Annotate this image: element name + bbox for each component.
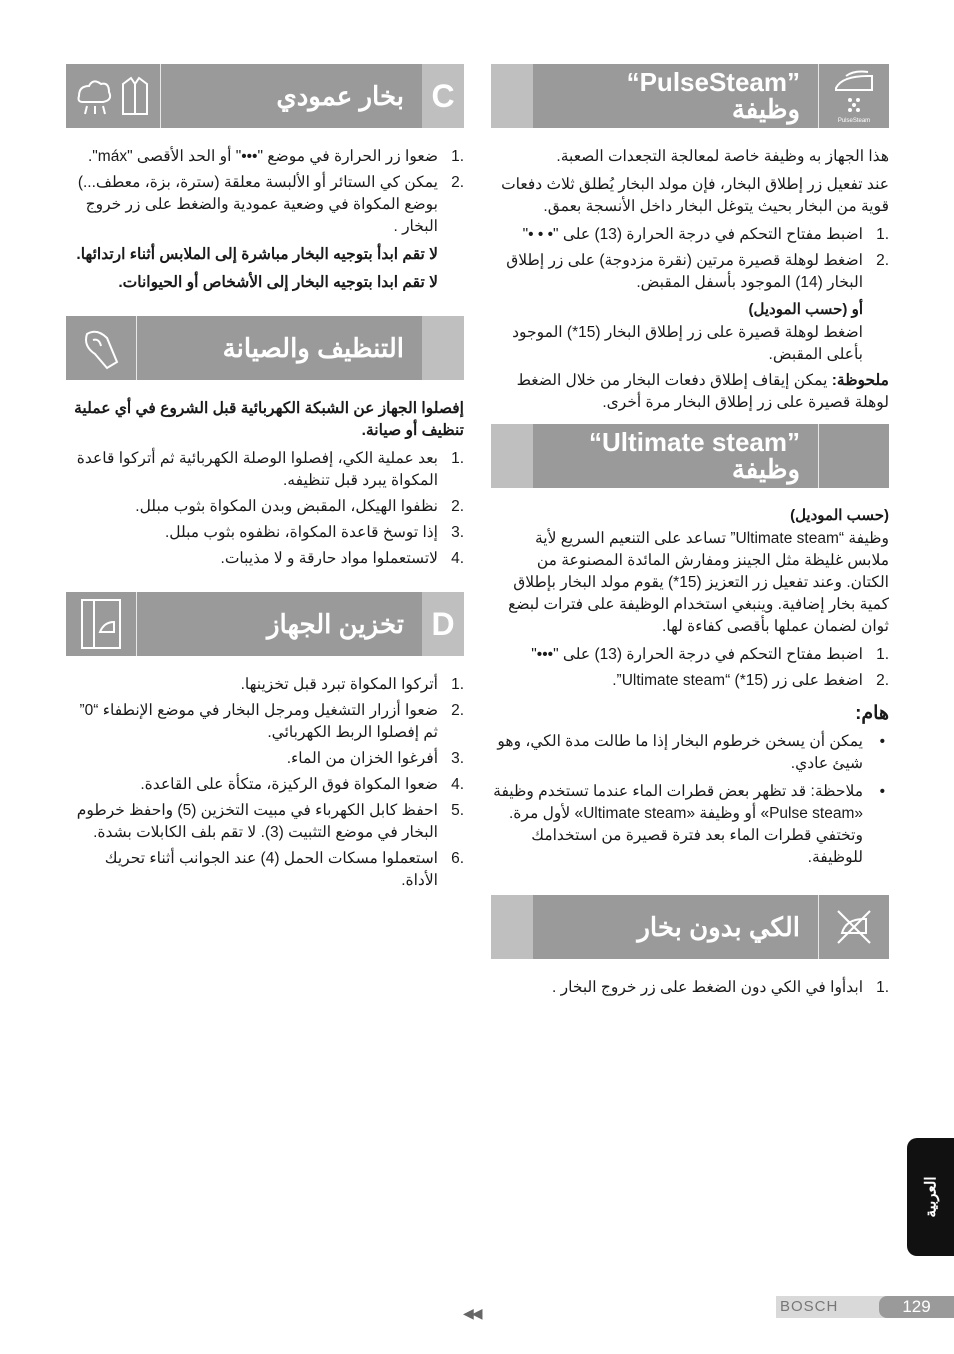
cleaning-title: التنظيف والصيانة [222,332,404,363]
list-item: .3 أفرغوا الخزان من الماء. [286,750,464,767]
cleaning-header [66,316,464,380]
language-tab: العربية [907,1138,954,1256]
cleaning-hand-icon [66,316,137,380]
section-letter-d: D [422,592,464,656]
pulsesteam-note: ملحوظة: يمكن إيقاف إطلاق دفعات البخار من خلال الضغط لوهلة قصيرة على زر إطلاق البخار مرة أخرى. [516,372,889,411]
ultimate-title-ar: وظيفة [731,454,800,484]
list-item: .4 لاتستعملوا مواد حارقة و لا مذيبات. [220,550,464,567]
list-item: .1 اضبط مفتاح التحكم في درجة الحرارة (13) على "• • •" [522,226,889,243]
ultimate-desc: وظيفة “Ultimate steam” تساعد على التنعيم السريع لأية ملابس غليظة مثل الجينز ومفارش المائدة المصنوعة من الكتان. وعند تفعيل زر التعزيز (15*) يقوم مولد البخار بإطلاق كمية بخار إضافية. وينبغي استخدام الوظيفة على فترات لبضع ثوان لضمان عملها بأقصى كفاءة لها. [508,530,889,635]
vertical-steam-header [66,64,464,128]
garment-steam-icon [66,64,161,128]
page-number: 129 [879,1296,954,1318]
vertical-title: بخار عمودي [276,80,404,111]
pulsesteam-desc: عند تفعيل زر إطلاق البخار، فإن مولد البخار يُطلق ثلاث دفعات قوية من البخار بحيث يتوغل البخار داخل الأنسجة بعمق. [501,176,889,215]
cleaning-steps [66,448,464,570]
vertical-steps [66,146,464,238]
storage-cabinet-icon [66,592,137,656]
list-item: .1 بعد عملية الكي، إفصلوا الوصلة الكهربائية ثم أتركوا قاعدة المكواة يبرد قبل تنظيفه. [76,450,464,489]
nosteam-header [491,895,889,959]
pulsesteam-title-ar: وظيفة [731,94,800,124]
left-column [66,64,464,898]
storage-title: تخزين الجهاز [266,608,404,639]
list-item: .6 استعملوا مسكات الحمل (4) عند الجوانب أثناء تحريك الأداة. [104,850,464,889]
pulsesteam-header [491,64,889,128]
list-item: .1 أتركوا المكواة تبرد قبل تخزينها. [240,676,464,693]
list-item: .2 نظفوا الهيكل، المقبض وبدن المكواة بثوب مبلل. [135,498,464,515]
list-item: .2 ضعوا أزرار التشغيل ومرجل البخار في موضع الإنطفاء “0” ثم إفصلوا الربط الكهربائي. [79,702,464,741]
pulsesteam-title-en: “PulseSteam” [626,67,800,97]
storage-steps [66,674,464,892]
brand-label: BOSCH [780,1298,839,1315]
ultimate-steps [491,644,889,692]
pulsesteam-step-alt: اضغط لوهلة قصيرة على زر إطلاق البخار (15*) الموجود بأعلى المقبض. [512,324,863,363]
list-item: .2 اضغط على زر (15*) “Ultimate steam”. [612,672,889,689]
svg-text:PulseSteam: PulseSteam [837,118,871,124]
model-variant-note: أو (حسب الموديل) [748,301,863,318]
list-item: .4 ضعوا المكواة فوق الركيزة، متكأة على القاعدة. [140,776,464,793]
list-item: • ملاحظة: قد تظهر بعض قطرات الماء عندما تستخدم وظيفة «Pulse steam» أو وظيفة «Ultimate steam» لأول مرة. وتختفي قطرات الماء بعد فترة قصيرة من استخدامك للوظيفة. [491,781,889,869]
nosteam-steps [491,977,889,999]
vertical-warning-1: لا تقم ابدأ بتوجيه البخار مباشرة إلى الملابس أثناء ارتدائها. [76,246,438,263]
pulsesteam-iron-icon [818,64,889,128]
list-item: .2 اضغط لوهلة قصيرة مرتين (نقرة مزدوجة) على زر إطلاق البخار (14) الموجود بأسفل المقبض. [506,252,889,291]
list-item: .1 ضعوا زر الحرارة في موضع "•••" أو الحد الأقصى "máx". [87,148,464,165]
section-letter-c: C [422,64,464,128]
ultimate-header [491,424,889,488]
list-item: .3 إذا توسخ قاعدة المكواة، نظفوه بثوب مبلل. [164,524,464,541]
important-list [491,731,889,869]
list-item: .1 اضبط مفتاح التحكم في درجة الحرارة (13) على "•••" [531,646,889,663]
list-item: .2 يمكن كي الستائر أو الألبسة معلقة (سترة، بزة، معطف...) بوضع المكواة في وضعية عمودية والضغط على زر خروج البخار . [77,174,464,235]
nosteam-title: الكي بدون بخار [637,911,800,942]
list-item: .5 احفظ كابل الكهرباء في مبيت التخزين (5) واحفظ خرطوم البخار في موضع التثبيت (3). لا تقم بلف الكابلات بشدة. [76,802,464,841]
no-steam-icon [818,895,889,959]
list-item: .1 ابدأوا في الكي دون الضغط على زر خروج البخار . [552,979,889,996]
ultimate-model-note: (حسب الموديل) [790,507,889,524]
list-item: • يمكن أن يسخن خرطوم البخار إذا ما طالت مدة الكي، وهو شيئ عادي. [491,731,889,775]
important-heading: هام: [855,703,889,724]
right-column [491,64,889,1005]
ultimate-title-en: “Ultimate steam” [589,427,800,457]
pulsesteam-intro: هذا الجهاز به وظيفة خاصة لمعالجة التجعدات الصعبة. [556,148,889,165]
pulsesteam-steps [491,224,889,294]
vertical-warning-2: لا تقم ابدا بتوجيه البخار إلى الأشخاص أو الحيوانات. [118,274,438,291]
cleaning-warning: إفصلوا الجهاز عن الشبكة الكهربائية قبل الشروع في أي عملية تنظيف أو صيانة. [74,400,464,439]
storage-header [66,592,464,656]
prev-page-arrows-icon: ◀◀ [463,1306,481,1322]
